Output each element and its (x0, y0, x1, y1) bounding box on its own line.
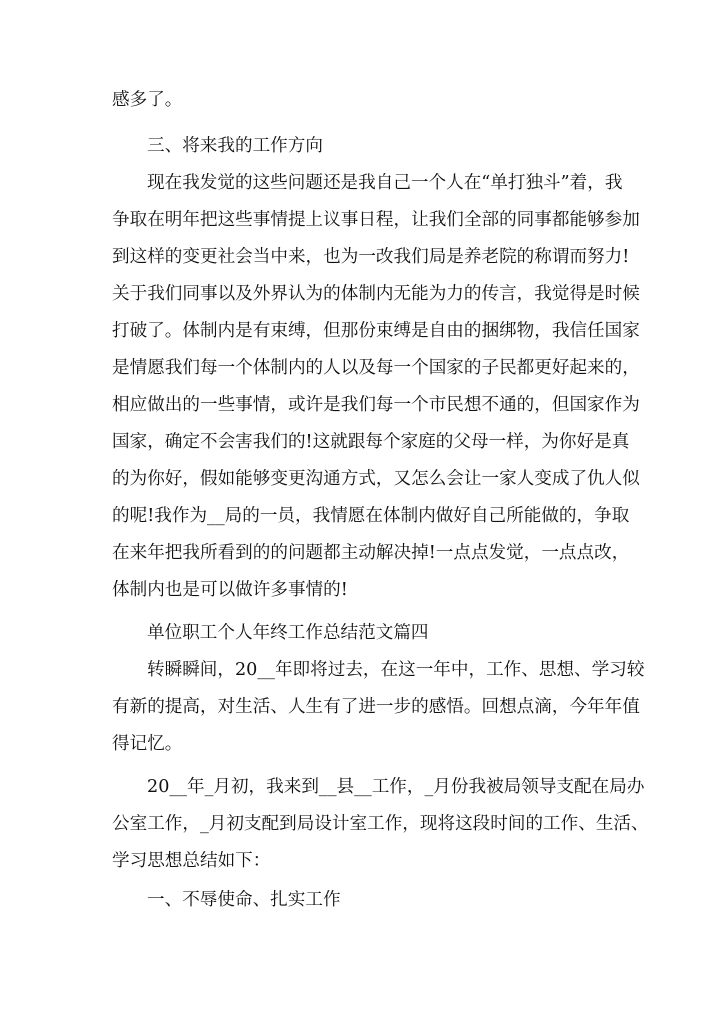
paragraph-line: 学习思想总结如下： (112, 851, 271, 871)
paragraph-line: 打破了。体制内是有束缚，但那份束缚是自由的捆绑物，我信任国家 (112, 321, 640, 341)
paragraph-line: 的呢!我作为__局的一员，我情愿在体制内做好自己所能做的，争取 (112, 506, 630, 526)
section-heading: 三、将来我的工作方向 (147, 136, 323, 156)
paragraph-line: 争取在明年把这些事情提上议事日程，让我们全部的同事都能够参加 (112, 210, 640, 230)
paragraph-line: 的为你好，假如能够变更沟通方式，又怎么会让一家人变成了仇人似 (112, 469, 640, 489)
paragraph-line: 在来年把我所看到的的问题都主动解决掉!一点点发觉，一点点改， (112, 543, 630, 563)
paragraph-line: 是情愿我们每一个体制内的人以及每一个国家的子民都更好起来的， (112, 358, 640, 378)
paragraph-line: 公室工作，_月初支配到局设计室工作，现将这段时间的工作、生活、 (112, 814, 649, 834)
paragraph-line: 转瞬瞬间，20__年即将过去，在这一年中，工作、思想、学习较 (147, 660, 645, 680)
paragraph-line: 20__年_月初，我来到__县__工作，_月份我被局领导支配在局办 (147, 777, 645, 797)
paragraph-line: 体制内也是可以做许多事情的! (112, 580, 348, 600)
paragraph-line: 相应做出的一些事情，或许是我们每一个市民想不通的，但国家作为 (112, 395, 640, 415)
paragraph-line: 有新的提高，对生活、人生有了进一步的感悟。回想点滴，今年年值 (112, 697, 640, 717)
section-title: 单位职工个人年终工作总结范文篇四 (147, 623, 429, 643)
paragraph-line: 得记忆。 (112, 734, 183, 754)
paragraph-line: 关于我们同事以及外界认为的体制内无能为力的传言，我觉得是时候 (112, 284, 640, 304)
paragraph-line: 现在我发觉的这些问题还是我自己一个人在“单打独斗”着，我 (147, 173, 623, 193)
section-heading: 一、不辱使命、扎实工作 (147, 890, 341, 910)
paragraph-line: 感多了。 (112, 90, 183, 110)
paragraph-line: 到这样的变更社会当中来，也为一改我们局是养老院的称谓而努力! (112, 247, 630, 267)
paragraph-line: 国家，确定不会害我们的!这就跟每个家庭的父母一样，为你好是真 (112, 432, 630, 452)
